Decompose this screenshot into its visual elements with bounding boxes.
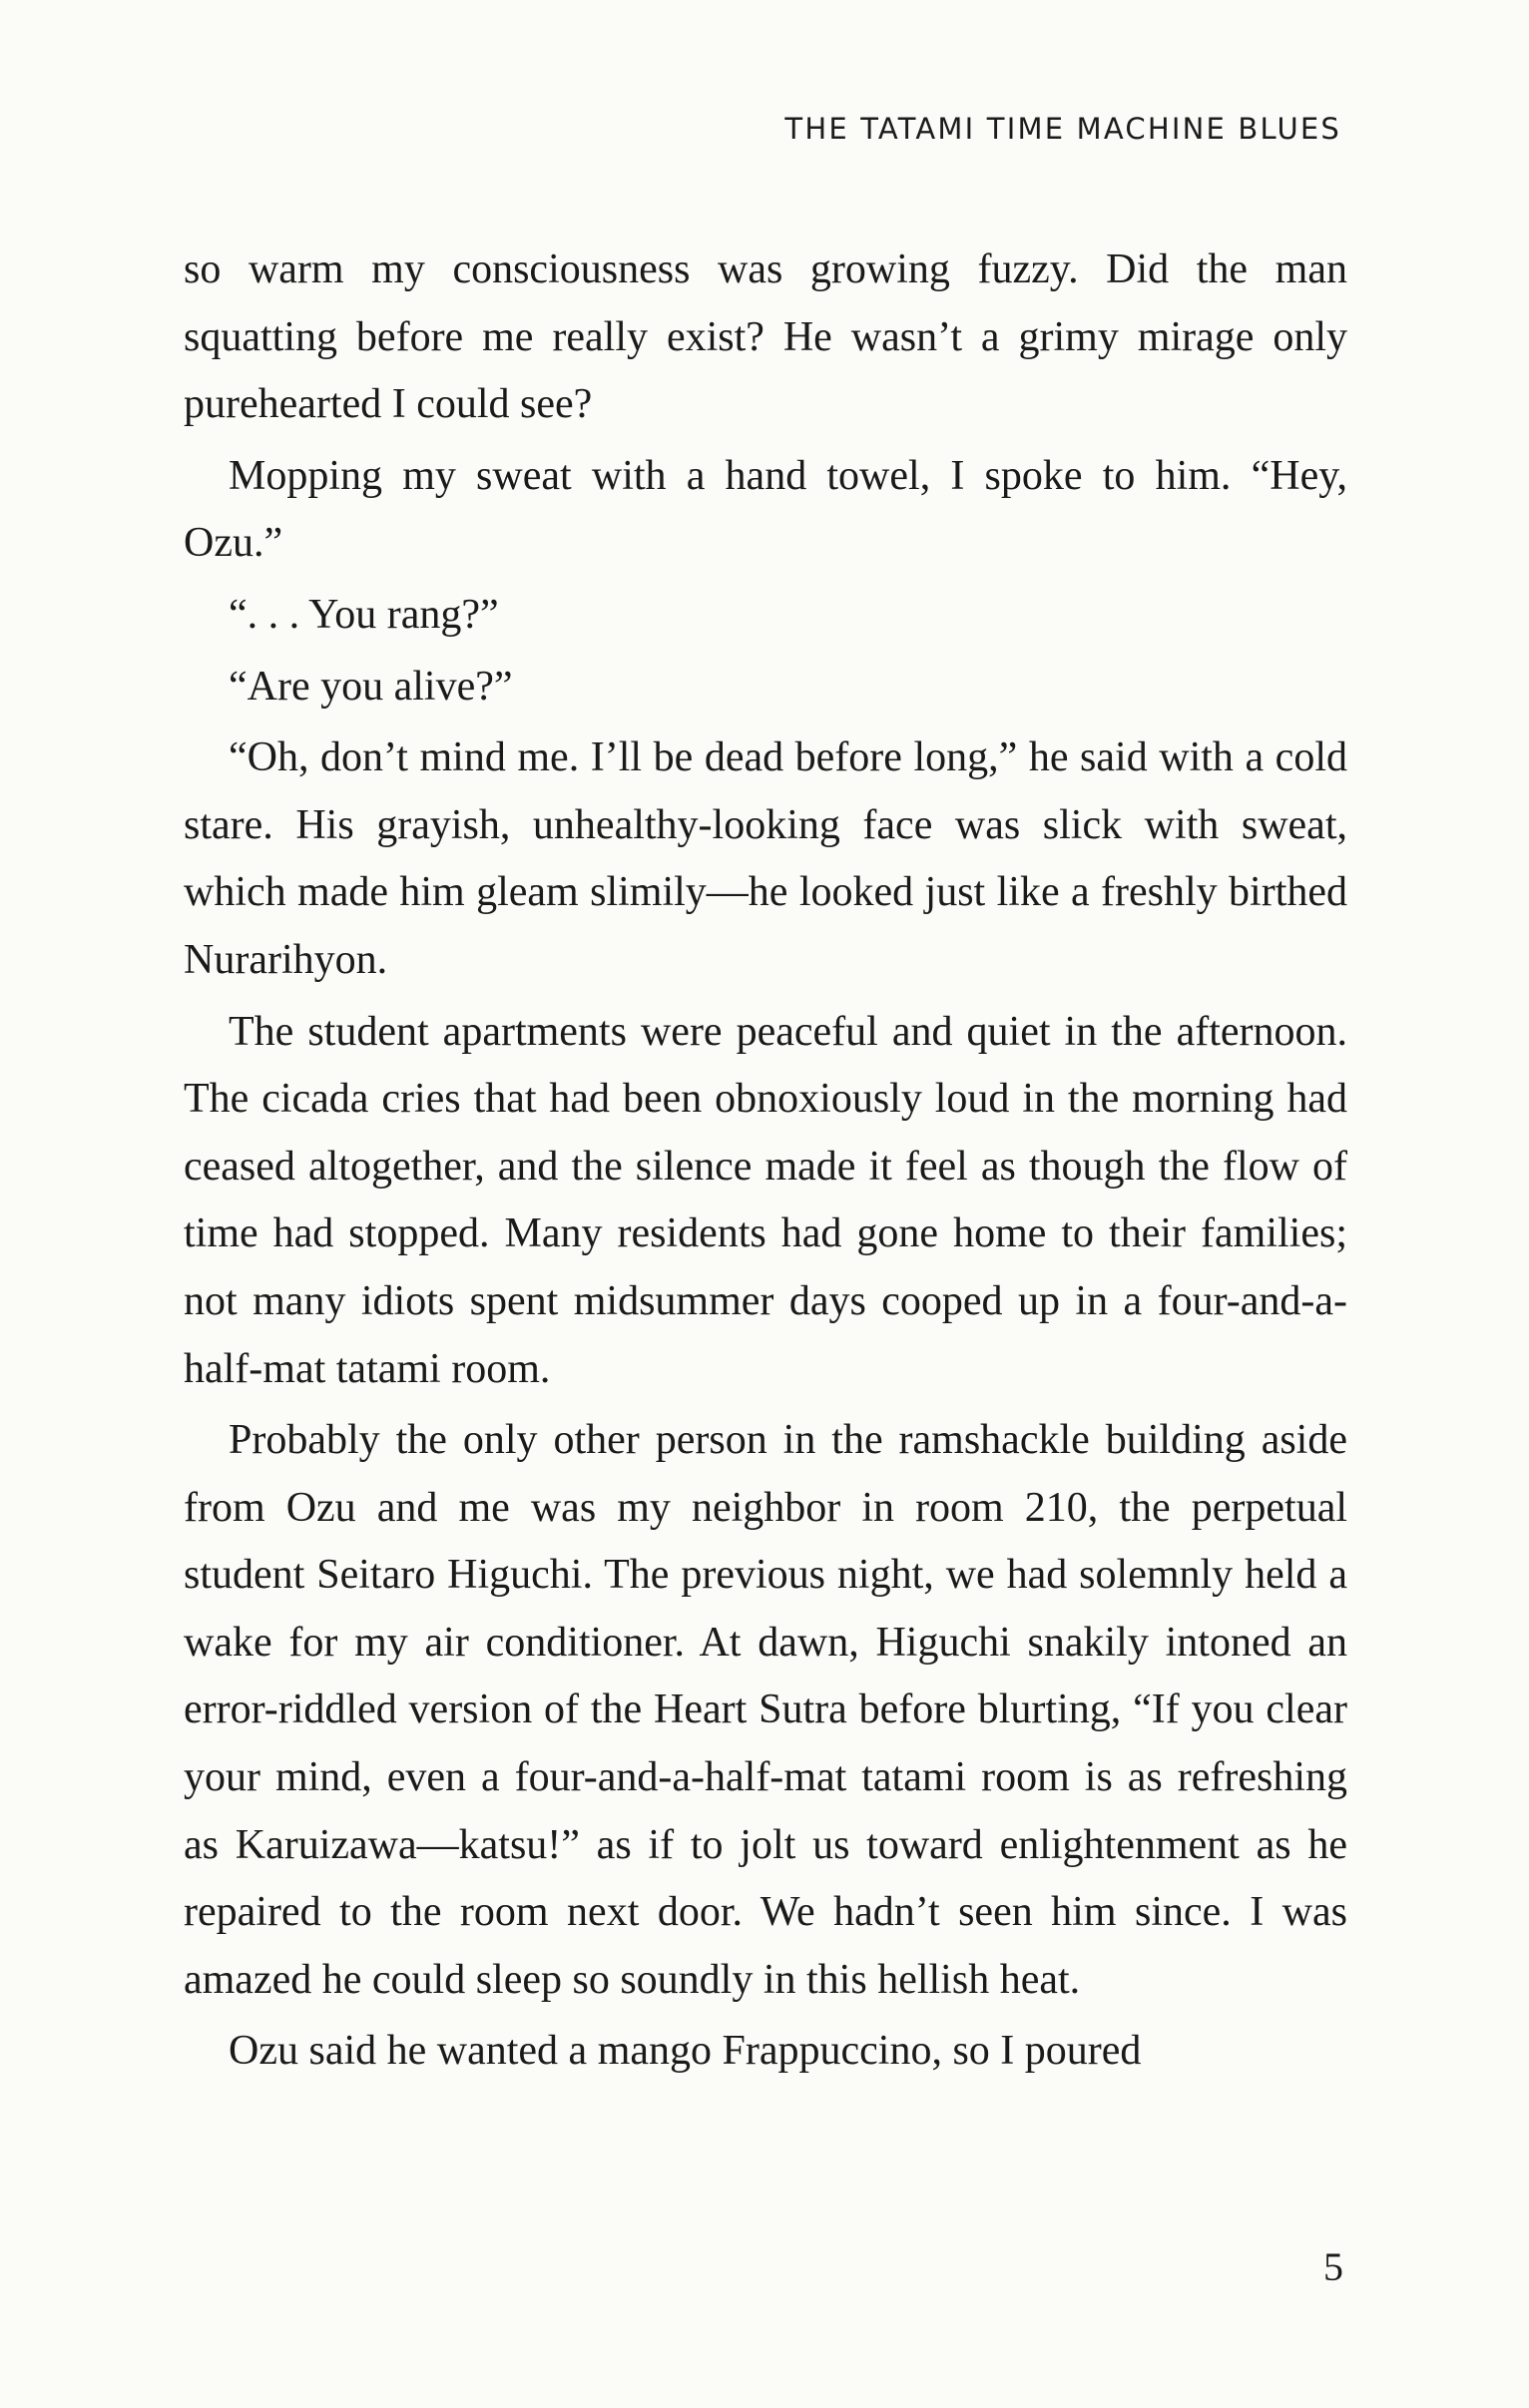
paragraph: “Are you alive?” — [229, 663, 513, 710]
paragraph: “Oh, don’t mind me. I’ll be dead before long,” he said with a cold stare. His grayish, unhealthy-looking face was slick with sweat, which made him gleam slimily—he looked just like a freshly birthed Nurarihyon. — [184, 734, 1347, 983]
running-head: THE TATAMI TIME MACHINE BLUES — [784, 112, 1341, 146]
paragraph: Probably the only other person in the ramshackle building aside from Ozu and me was my neighbor in room 210, the perpetual student Seitaro Higuchi. The previous night, we had solemnly held a wake for my air conditioner. At dawn, Higuchi snakily intoned an error-riddled version of the Heart Sutra before blurting, “If you clear your mind, even a four-and-a-half-mat tatami room is as refreshing as Karuizawa—katsu!” as if to jolt us toward enlightenment as he repaired to the room next door. We hadn’t seen him since. I was amazed he could sleep so soundly in this hellish heat. — [184, 1417, 1347, 2003]
body-text — [184, 237, 1347, 2086]
paragraph: The student apartments were peaceful and quiet in the afternoon. The cicada cries that had been obnoxiously loud in the morning had ceased altogether, and the silence made it feel as though the flow of time had stopped. Many residents had gone home to their families; not many idiots spent midsummer days cooped up in a four-and-a-half-mat tatami room. — [184, 1008, 1347, 1392]
paragraph: Mopping my sweat with a hand towel, I spoke to him. “Hey, Ozu.” — [184, 452, 1347, 567]
paragraph: so warm my consciousness was growing fuzzy. Did the man squatting before me really exist? He wasn’t a grimy mirage only purehearted I could see? — [184, 246, 1347, 428]
paragraph: “. . . You rang?” — [229, 591, 499, 638]
page-number: 5 — [1323, 2244, 1343, 2289]
paragraph: Ozu said he wanted a mango Frappuccino, so I poured — [229, 2028, 1142, 2075]
